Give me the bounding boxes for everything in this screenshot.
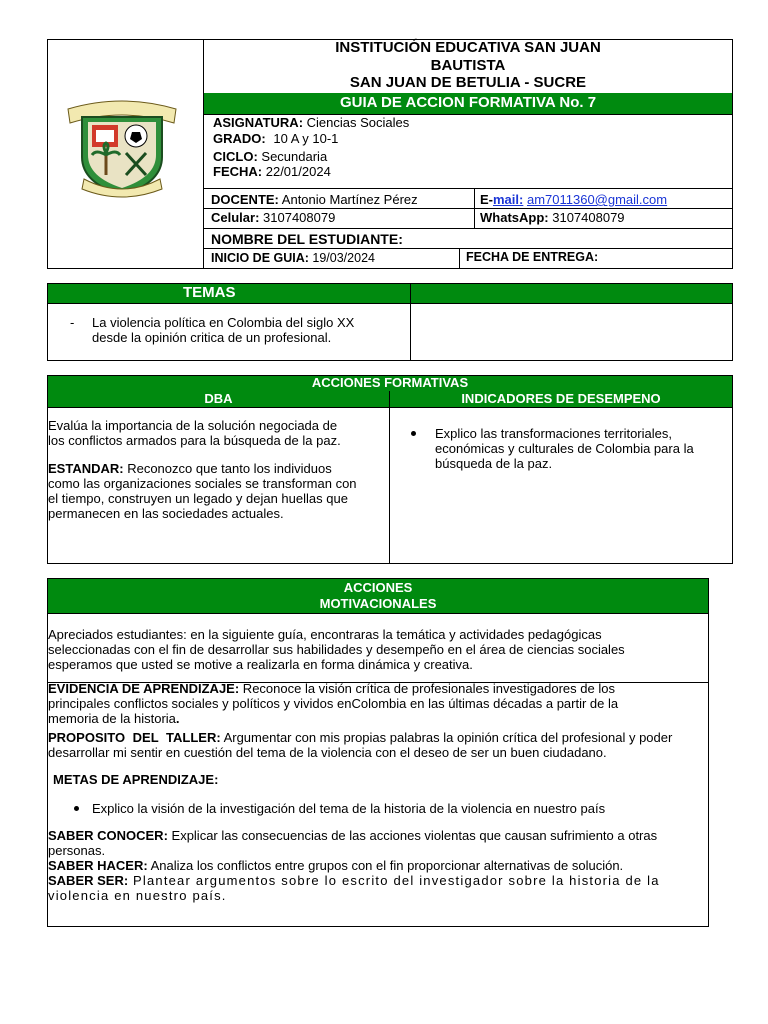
estandar-line: permanecen en las sociedades actuales. bbox=[48, 506, 284, 521]
inicio-value: 19/03/2024 bbox=[312, 251, 375, 265]
divider bbox=[204, 208, 733, 209]
intro-line: Apreciados estudiantes: en la siguiente guía, encontraras la temática y actividades pedagógicas bbox=[48, 627, 602, 642]
nombre-estudiante-label: NOMBRE DEL ESTUDIANTE: bbox=[211, 231, 403, 247]
indicador-text bbox=[435, 426, 730, 471]
celular-label: Celular: bbox=[211, 210, 260, 225]
guide-title-bar bbox=[204, 93, 732, 114]
grado-row bbox=[213, 131, 338, 146]
proposito-line: desarrollar mi sentir en cuestión del tema de la violencia con el deseo de ser un buen ciudadano. bbox=[48, 745, 607, 760]
dba-header: DBA bbox=[204, 391, 233, 406]
docente-cell bbox=[211, 192, 418, 207]
ciclo-value: Secundaria bbox=[261, 149, 328, 164]
temas-item-line2: desde la opinión critica de un profesional. bbox=[92, 330, 332, 345]
docente-value: Antonio Martínez Pérez bbox=[281, 192, 418, 207]
metas-label: METAS DE APRENDIZAJE: bbox=[53, 772, 219, 787]
evidencia-line: memoria de la historia bbox=[48, 711, 176, 726]
guide-title: GUIA DE ACCION FORMATIVA No. 7 bbox=[339, 94, 597, 111]
school-crest bbox=[62, 95, 182, 200]
saberes-text bbox=[48, 828, 708, 903]
saber-conocer-text: Explicar las consecuencias de las acciones violentas que causan sufrimiento a otras bbox=[167, 828, 658, 843]
saber-hacer-label: SABER HACER: bbox=[48, 858, 148, 873]
email-prefix: E- bbox=[480, 192, 493, 207]
proposito-line: Argumentar con mis propias palabras la opinión crítica del profesional y poder bbox=[220, 730, 673, 745]
divider bbox=[204, 188, 733, 189]
school-name-line2: BAUTISTA bbox=[430, 57, 506, 74]
saber-conocer-label: SABER CONOCER: bbox=[48, 828, 168, 843]
whatsapp-value: 3107408079 bbox=[552, 210, 625, 225]
asignatura-row bbox=[213, 115, 409, 130]
divider bbox=[459, 248, 460, 269]
indicador-line: búsqueda de la paz. bbox=[435, 456, 553, 471]
acciones-formativas-title: ACCIONES FORMATIVAS bbox=[311, 375, 469, 390]
fecha-value: 22/01/2024 bbox=[265, 164, 331, 179]
proposito-label: PROPOSITO DEL TALLER: bbox=[48, 730, 221, 745]
ciclo-row bbox=[213, 149, 327, 164]
email-label-link[interactable]: mail: bbox=[493, 192, 524, 207]
acciones-motivacionales-title-bar bbox=[48, 579, 708, 613]
estandar-line: el tiempo, construyen un legado y dejan huellas que bbox=[48, 491, 348, 506]
evidencia-label: EVIDENCIA DE APRENDIZAJE: bbox=[48, 681, 240, 696]
motivacionales-intro bbox=[48, 627, 708, 672]
evidencia-end: . bbox=[175, 711, 180, 726]
docente-label: DOCENTE: bbox=[211, 192, 279, 207]
dba-line: Evalúa la importancia de la solución negociada de bbox=[48, 418, 338, 433]
estandar-text bbox=[48, 461, 388, 521]
divider bbox=[48, 613, 709, 614]
indicador-line: Explico las transformaciones territoriales, bbox=[435, 426, 672, 441]
dba-line: los conflictos armados para la búsqueda de la paz. bbox=[48, 433, 341, 448]
proposito-text bbox=[48, 730, 708, 760]
ciclo-label: CICLO: bbox=[213, 149, 258, 164]
dba-text bbox=[48, 418, 388, 448]
grado-value: 10 A y 10-1 bbox=[273, 131, 339, 146]
celular-value: 3107408079 bbox=[263, 210, 336, 225]
divider bbox=[410, 284, 411, 361]
asignatura-label: ASIGNATURA: bbox=[213, 115, 304, 130]
school-location: SAN JUAN DE BETULIA - SUCRE bbox=[349, 74, 587, 91]
divider bbox=[204, 228, 733, 229]
estandar-label: ESTANDAR: bbox=[48, 461, 124, 476]
celular-cell bbox=[211, 210, 335, 225]
asignatura-value: Ciencias Sociales bbox=[306, 115, 410, 130]
fecha-row bbox=[213, 164, 331, 179]
school-name-line1: INSTITUCIÓN EDUCATIVA SAN JUAN bbox=[335, 39, 601, 56]
evidencia-line: Reconoce la visión crítica de profesionales investigadores de los bbox=[239, 681, 615, 696]
temas-header: TEMAS bbox=[183, 284, 236, 301]
intro-line: esperamos que usted se motive a realizarla en forma dinámica y creativa. bbox=[48, 657, 473, 672]
metas-item: Explico la visión de la investigación del tema de la historia de la violencia en nuestro país bbox=[92, 801, 606, 816]
estandar-line: como las organizaciones sociales se transforman con bbox=[48, 476, 357, 491]
saber-conocer-text-2: personas. bbox=[48, 843, 106, 858]
divider bbox=[48, 303, 733, 304]
fecha-entrega-label: FECHA DE ENTREGA: bbox=[466, 250, 599, 264]
whatsapp-label: WhatsApp: bbox=[480, 210, 549, 225]
grado-label: GRADO: bbox=[213, 131, 266, 146]
evidencia-text bbox=[48, 681, 708, 726]
fecha-label: FECHA: bbox=[213, 164, 263, 179]
indicadores-header-bar bbox=[390, 391, 732, 407]
saber-ser-text: Plantear argumentos sobre lo escrito del investigador sobre la historia de la bbox=[128, 873, 660, 888]
temas-bullet: - bbox=[70, 315, 75, 330]
dba-header-bar bbox=[48, 391, 389, 407]
divider bbox=[48, 407, 733, 408]
email-cell bbox=[480, 192, 667, 207]
temas-item-line1: La violencia política en Colombia del siglo XX bbox=[92, 315, 355, 330]
saber-ser-label: SABER SER: bbox=[48, 873, 129, 888]
estandar-line: Reconozco que tanto los individuos bbox=[123, 461, 332, 476]
indicador-line: económicas y culturales de Colombia para la bbox=[435, 441, 694, 456]
saber-ser-text-2: violencia en nuestro país. bbox=[48, 888, 227, 903]
intro-line: seleccionadas con el fin de desarrollar sus habilidades y desempeño en el área de ciencias sociales bbox=[48, 642, 625, 657]
temas-header-bar bbox=[48, 284, 732, 303]
school-crest-icon bbox=[62, 95, 182, 200]
indicadores-header: INDICADORES DE DESEMPENO bbox=[461, 391, 661, 406]
motivacionales-title-line2: MOTIVACIONALES bbox=[319, 596, 437, 611]
evidencia-line: principales conflictos sociales y políticos y vividos enColombia en las últimas décadas a partir de la bbox=[48, 696, 619, 711]
divider bbox=[389, 391, 390, 564]
email-link[interactable]: am7011360@gmail.com bbox=[526, 192, 668, 207]
metas-bullet-icon bbox=[74, 806, 79, 811]
inicio-label: INICIO DE GUIA: bbox=[211, 251, 309, 265]
whatsapp-cell bbox=[480, 210, 625, 225]
acciones-formativas-title-bar bbox=[48, 376, 732, 391]
inicio-cell bbox=[211, 251, 375, 265]
motivacionales-title-line1: ACCIONES bbox=[343, 580, 413, 595]
saber-hacer-text: Analiza los conflictos entre grupos con el fin proporcionar alternativas de solución. bbox=[147, 858, 624, 873]
divider bbox=[204, 248, 733, 249]
indicador-bullet-icon bbox=[411, 431, 416, 436]
